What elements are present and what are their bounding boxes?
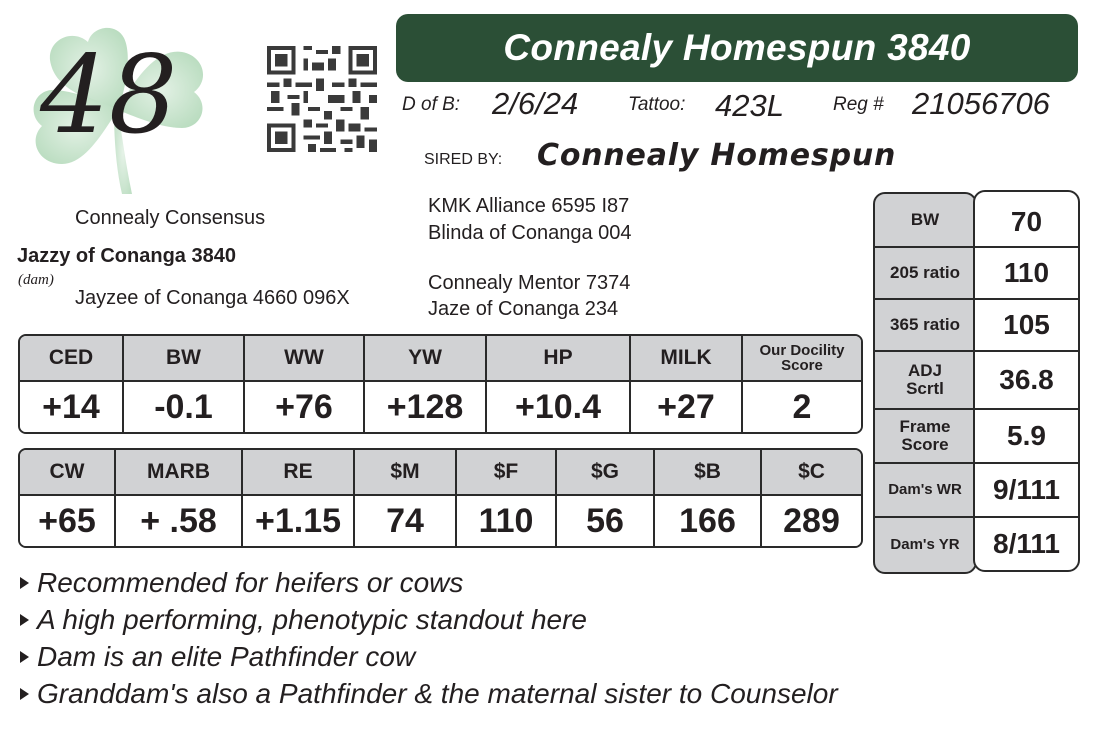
performance-values-column — [973, 190, 1080, 572]
dam-dam: Jayzee of Conanga 4660 096X — [75, 287, 350, 309]
bullet-text: A high performing, phenotypic standout here — [37, 604, 587, 635]
tattoo-label: Tattoo: — [628, 94, 686, 115]
title-banner — [396, 14, 1078, 82]
triangle-bullet-icon — [20, 614, 29, 626]
epd-value-docility: 2 — [792, 387, 812, 426]
bullet-item — [20, 604, 587, 636]
epd-value-ww: +76 — [245, 382, 365, 432]
epd-value-m: 74 — [355, 496, 457, 546]
epd-value-yw: +128 — [365, 382, 487, 432]
epd-value-b: 166 — [655, 496, 762, 546]
perf-value-frame-score: 5.9 — [1007, 420, 1046, 451]
perf-value-adj-scrtl: 36.8 — [999, 364, 1054, 395]
epd-value-milk: +27 — [631, 382, 743, 432]
lot-number: 48 — [40, 33, 178, 158]
perf-value-365-ratio: 105 — [1003, 309, 1050, 340]
dam-name: Jazzy of Conanga 3840 — [17, 245, 236, 267]
epd-table-2 — [18, 448, 863, 548]
epd-value-hp: +10.4 — [487, 382, 631, 432]
epd-header-docility — [743, 336, 861, 380]
sire-sire: KMK Alliance 6595 I87 — [428, 195, 630, 217]
bullet-item — [20, 641, 415, 673]
perf-label-365-ratio: 365 ratio — [890, 315, 960, 334]
epd-header-marb: MARB — [116, 450, 243, 494]
bullet-item — [20, 567, 463, 599]
docility-header-line-1: Our Docility — [759, 342, 845, 359]
reg-value: 21056706 — [912, 86, 1050, 121]
perf-value-205-ratio: 110 — [1003, 257, 1050, 288]
dob-value: 2/6/24 — [492, 86, 579, 121]
epd-table-1 — [18, 334, 863, 434]
epd-value-c: 289 — [783, 501, 840, 540]
perf-label-dams-yr: Dam's YR — [890, 536, 960, 553]
epd-header-m: $M — [355, 450, 457, 494]
perf-label-dams-wr: Dam's WR — [888, 481, 962, 498]
performance-labels-column — [873, 192, 977, 574]
epd-header-milk: MILK — [631, 336, 743, 380]
epd-header-f: $F — [457, 450, 557, 494]
epd-header-ced: CED — [20, 336, 124, 380]
triangle-bullet-icon — [20, 651, 29, 663]
bullet-item — [20, 678, 838, 710]
perf-label-bw: BW — [910, 210, 940, 229]
epd-value-cw: +65 — [20, 496, 116, 546]
epd-value-ced: +14 — [20, 382, 124, 432]
epd-value-re: +1.15 — [243, 496, 355, 546]
epd-header-cw: CW — [20, 450, 116, 494]
perf-label-205-ratio: 205 ratio — [890, 263, 960, 282]
epd-header-b: $B — [655, 450, 762, 494]
epd-header-yw: YW — [365, 336, 487, 380]
tattoo-value: 423L — [715, 88, 784, 123]
epd-header-ww: WW — [245, 336, 365, 380]
epd-header-hp: HP — [487, 336, 631, 380]
epd-value-marb: + .58 — [116, 496, 243, 546]
animal-name-title: Connealy Homespun 3840 — [503, 27, 971, 68]
perf-label-frame-score: Frame Score — [899, 417, 951, 454]
epd-value-g: 56 — [557, 496, 655, 546]
epd-table-2-header-row — [20, 450, 861, 496]
sire-name: Connealy Homespun — [537, 138, 897, 173]
sired-by-label: SIRED BY: — [424, 151, 503, 168]
triangle-bullet-icon — [20, 577, 29, 589]
docility-header-line-2: Score — [781, 357, 823, 374]
perf-value-bw: 70 — [1010, 206, 1043, 237]
bullet-text: Recommended for heifers or cows — [37, 567, 464, 598]
dam-dam-sire: Connealy Mentor 7374 — [428, 272, 631, 294]
epd-value-f: 110 — [457, 496, 557, 546]
dam-dam-dam: Jaze of Conanga 234 — [428, 298, 619, 320]
epd-value-bw: -0.1 — [124, 382, 245, 432]
reg-label: Reg # — [833, 94, 884, 115]
bullet-text: Granddam's also a Pathfinder & the maternal sister to Counselor — [37, 678, 838, 709]
dam-sire: Connealy Consensus — [75, 207, 266, 229]
epd-table-2-value-row — [20, 496, 861, 546]
dob-label: D of B: — [402, 94, 461, 115]
qr-code-icon — [263, 42, 381, 156]
epd-table-1-header-row — [20, 336, 861, 382]
epd-header-c: $C — [798, 460, 825, 483]
epd-header-bw: BW — [124, 336, 245, 380]
triangle-bullet-icon — [20, 688, 29, 700]
epd-table-1-value-row — [20, 382, 861, 432]
dam-label: (dam) — [18, 272, 54, 288]
epd-header-re: RE — [243, 450, 355, 494]
epd-header-g: $G — [557, 450, 655, 494]
bullet-text: Dam is an elite Pathfinder cow — [37, 641, 416, 672]
sire-dam: Blinda of Conanga 004 — [428, 222, 632, 244]
perf-label-adj-scrtl: ADJ Scrtl — [906, 361, 944, 398]
perf-value-dams-yr: 8/111 — [993, 528, 1060, 559]
perf-value-dams-wr: 9/111 — [993, 474, 1060, 505]
